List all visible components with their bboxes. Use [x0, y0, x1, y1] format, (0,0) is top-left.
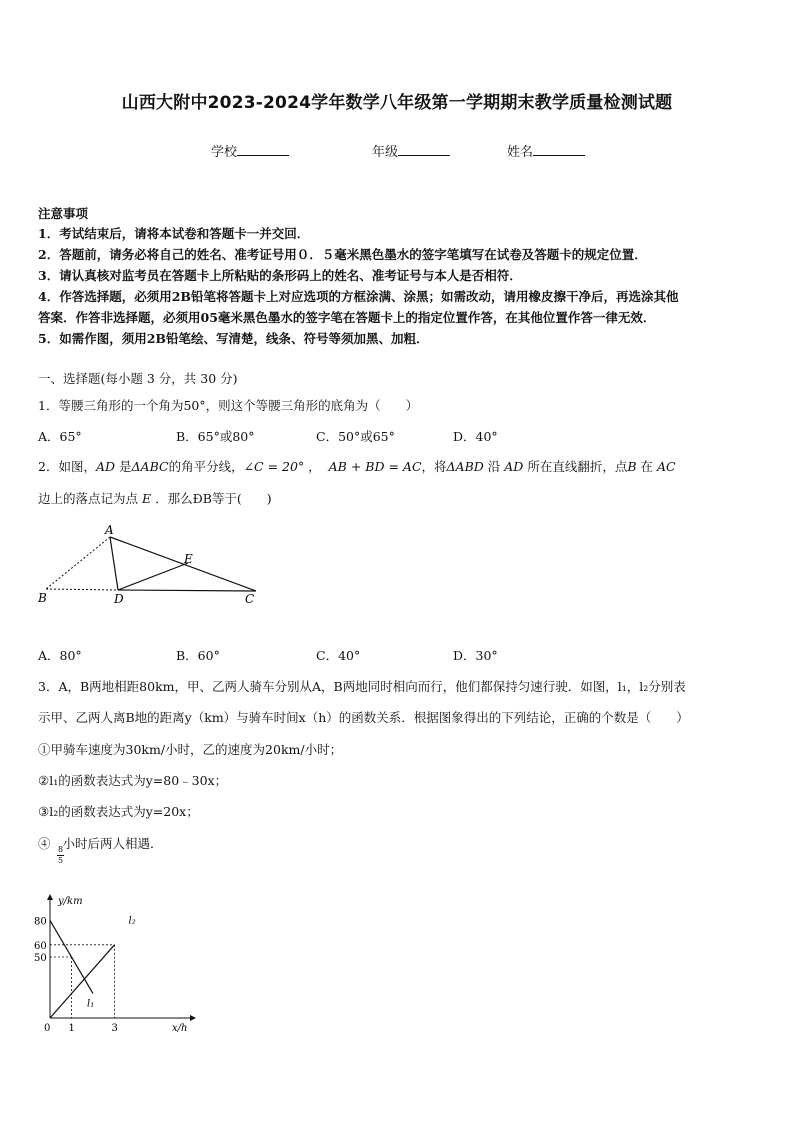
y-axis-label: y/km — [58, 896, 83, 907]
q2-option-b[interactable]: B．60° — [176, 648, 220, 663]
name-field[interactable] — [507, 141, 585, 160]
segment-bd-dashed — [46, 589, 118, 590]
name-label: 姓名 — [507, 145, 534, 160]
grade-field[interactable] — [372, 141, 450, 160]
series-line-2 — [50, 945, 115, 1018]
notice-item: 答案．作答非选择题，必须用05毫米黑色墨水的签字笔在答题卡上的指定位置作答，在其他位置作答一律无效． — [38, 310, 656, 325]
x-tick-label: 1 — [68, 1023, 75, 1034]
q2-option-d[interactable]: D．30° — [453, 648, 498, 663]
q3-statement-1: ①甲骑车速度为30km/小时，乙的速度为20km/小时； — [38, 742, 343, 757]
label-c: C — [245, 592, 255, 606]
q1-option-a[interactable]: A．65° — [38, 429, 82, 444]
notice-item: 3．请认真核对监考员在答题卡上所粘贴的条形码上的姓名、准考证号与本人是否相符． — [38, 268, 522, 283]
series-label-l1: l₁ — [87, 998, 95, 1010]
q2-triangle-figure — [30, 520, 270, 610]
q3-statement-3: ③l₂的函数表达式为y=20x； — [38, 804, 199, 819]
fraction-8-5: 8 5 — [58, 845, 64, 865]
segment-ab-dashed — [46, 537, 110, 589]
q1-option-c[interactable]: C．50°或65° — [316, 429, 395, 444]
y-tick-label: 60 — [34, 940, 47, 952]
grade-blank[interactable] — [398, 143, 450, 156]
q3-stem-line1: 3．A，B两地相距80km，甲、乙两人骑车分别从A，B两地同时相向而行，他们都保持匀速行驶．如图，l₁，l₂分别表 — [38, 679, 686, 694]
q1-option-d[interactable]: D．40° — [453, 429, 498, 444]
x-axis-label: x/h — [172, 1023, 188, 1034]
segment-ad — [110, 537, 118, 590]
notice-item: 4．作答选择题，必须用2B铅笔将答题卡上对应选项的方框涂满、涂黑；如需改动，请用橡皮擦干净后，再选涂其他 — [38, 289, 679, 304]
x-tick-label: 3 — [111, 1023, 118, 1034]
label-e: E — [184, 552, 193, 566]
segment-de — [118, 563, 188, 590]
q1-stem: 1．等腰三角形的一个角为50°，则这个等腰三角形的底角为（ ） — [38, 398, 419, 413]
q3-function-graph — [30, 890, 200, 1035]
section-heading: 一、选择题(每小题 3 分，共 30 分) — [38, 371, 238, 386]
segment-dc — [118, 590, 256, 591]
q3-stem-line2: 示甲、乙两人离B地的距离y（km）与骑车时间x（h）的函数关系．根据图象得出的下列结论，正确的个数是（ ） — [38, 710, 689, 725]
q3-statement-2: ②l₁的函数表达式为y=80﹣30x； — [38, 773, 228, 788]
y-axis-arrow — [47, 894, 53, 900]
x-tick-label: 0 — [44, 1023, 51, 1034]
grade-label: 年级 — [372, 145, 399, 160]
notice-item: 5．如需作图，须用2B铅笔绘、写清楚，线条、符号等须加黑、加粗． — [38, 331, 429, 346]
q2-stem-line1: 2．如图，AD 是ΔABC的角平分线，∠C = 20° ， AB + BD = AC，将ΔABD 沿 AD 所在直线翻折，点B 在 AC — [38, 459, 676, 474]
school-blank[interactable] — [237, 143, 289, 156]
name-blank[interactable] — [533, 143, 585, 156]
q3-statement-4: ④ 小时后两人相遇． — [38, 836, 163, 851]
y-tick-label: 50 — [34, 953, 47, 964]
school-field[interactable] — [211, 141, 289, 160]
notice-heading: 注意事项 — [38, 206, 89, 221]
series-label-l2: l₂ — [128, 915, 136, 927]
notice-item: 1．考试结束后，请将本试卷和答题卡一并交回． — [38, 226, 310, 241]
x-axis-arrow — [190, 1015, 196, 1021]
label-a: A — [105, 523, 114, 537]
label-d: D — [114, 592, 124, 606]
page-title: 山西大附中2023-2024学年数学八年级第一学期期末教学质量检测试题 — [121, 93, 673, 113]
q2-option-c[interactable]: C．40° — [316, 648, 361, 663]
label-b: B — [38, 591, 47, 605]
q1-option-b[interactable]: B．65°或80° — [176, 429, 255, 444]
notice-item: 2．答题前，请务必将自己的姓名、准考证号用０．５毫米黑色墨水的签字笔填写在试卷及答题卡的规定位置． — [38, 247, 647, 262]
school-label: 学校 — [211, 145, 238, 160]
segment-ac — [110, 537, 256, 591]
q2-stem-line2: 边上的落点记为点 E ．那么ÐB等于( ) — [38, 491, 272, 506]
y-tick-label: 80 — [34, 916, 47, 928]
q2-option-a[interactable]: A．80° — [38, 648, 82, 663]
